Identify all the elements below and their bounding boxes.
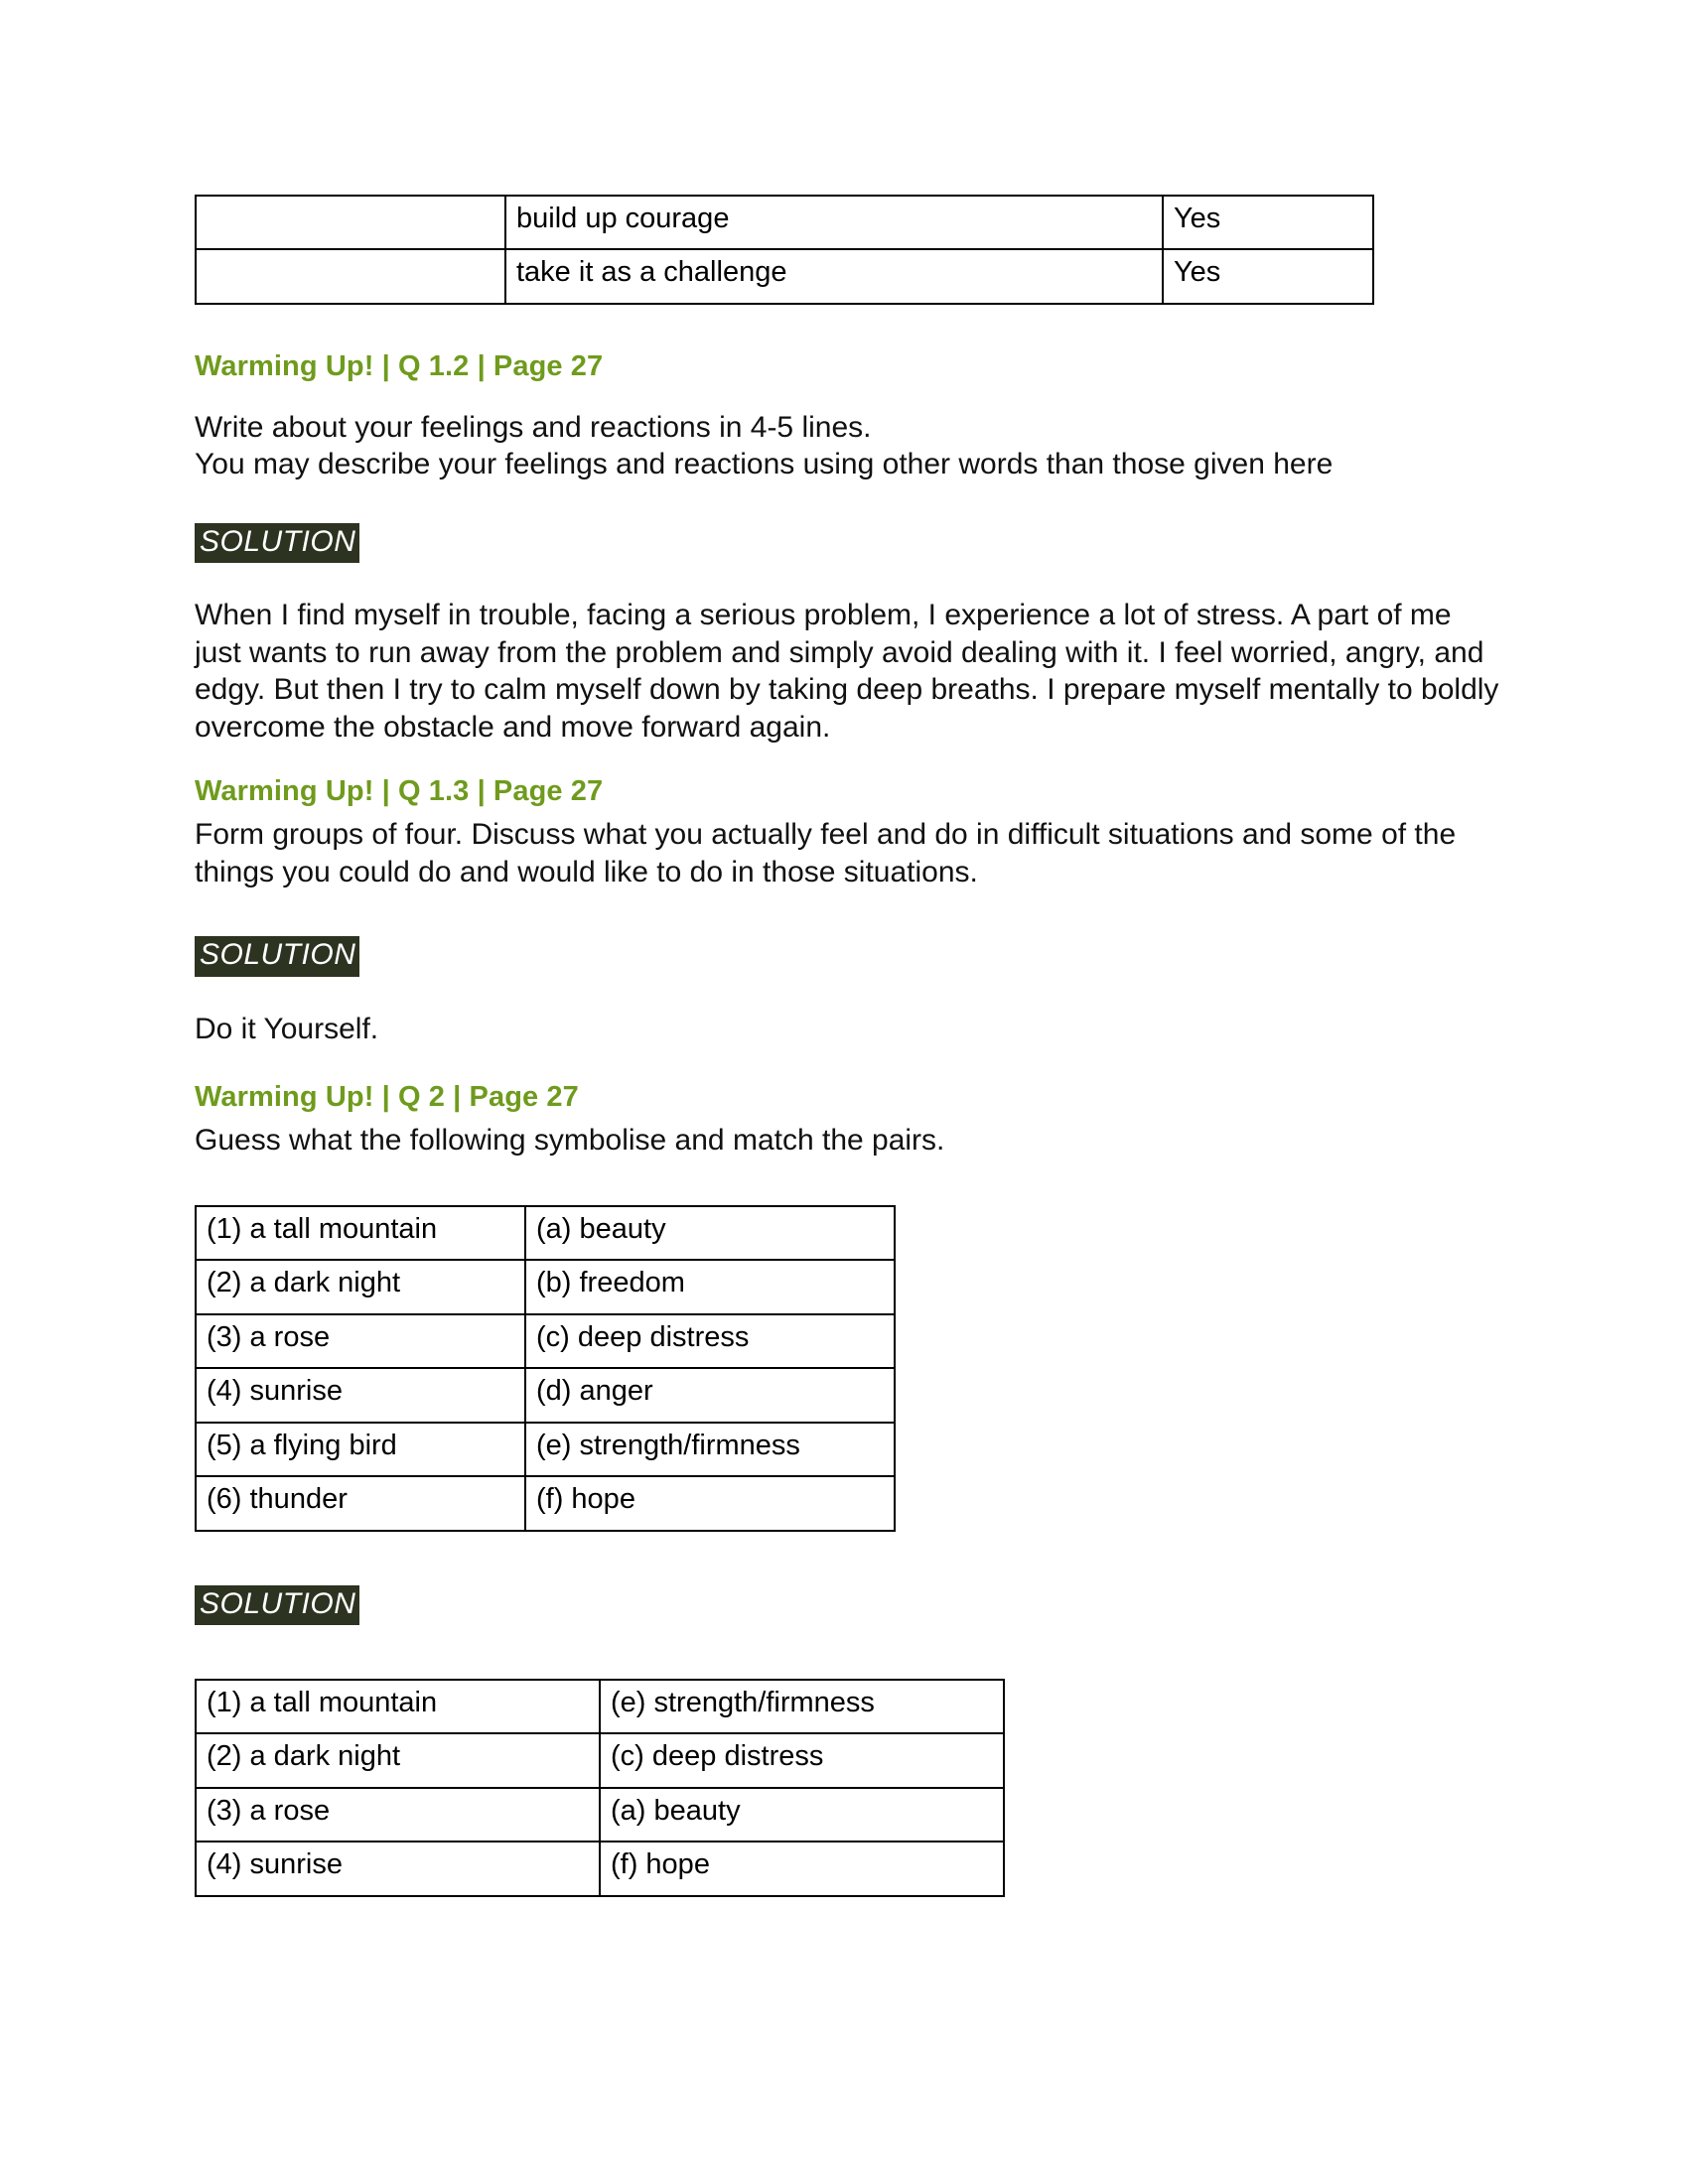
answer-right-cell: (e) strength/firmness	[600, 1680, 1004, 1733]
solution-text: Do it Yourself.	[195, 1012, 379, 1045]
table-cell-answer: Yes	[1163, 196, 1373, 249]
answer-right-cell: (a) beauty	[600, 1788, 1004, 1842]
match-left-cell: (1) a tall mountain	[196, 1206, 525, 1260]
table-row	[196, 1788, 1004, 1842]
answer-left-cell: (4) sunrise	[196, 1842, 600, 1895]
symbols-match-table	[195, 1205, 896, 1532]
table-row	[196, 1680, 1004, 1733]
question-heading-q2: Warming Up! | Q 2 | Page 27	[195, 1081, 579, 1114]
question-heading-q1-2: Warming Up! | Q 1.2 | Page 27	[195, 349, 604, 382]
match-left-cell: (4) sunrise	[196, 1368, 525, 1422]
spacer	[195, 483, 1505, 523]
spacer	[195, 808, 1505, 816]
spacer	[195, 1047, 1505, 1081]
spacer	[195, 1114, 1505, 1122]
table-row	[196, 1423, 895, 1476]
answer-left-cell: (1) a tall mountain	[196, 1680, 600, 1733]
match-left-cell: (5) a flying bird	[196, 1423, 525, 1476]
match-right-cell: (a) beauty	[525, 1206, 895, 1260]
table-row	[196, 1260, 895, 1313]
spacer	[195, 1625, 1505, 1679]
reactions-yes-table	[195, 195, 1374, 305]
spacer	[195, 1160, 1505, 1205]
symbols-answer-table	[195, 1679, 1005, 1897]
solution-text: When I find myself in trouble, facing a serious problem, I experience a lot of stress. A part of me just wants to run away from the problem and simply avoid dealing with it. I feel worried, angry, and edgy. But then I try to calm myself down by taking deep breaths. I prepare myself mentally to boldly overcome the obstacle and move forward again.	[195, 599, 1499, 744]
question-text-line: You may describe your feelings and reactions using other words than those given here	[195, 448, 1334, 481]
table-row	[196, 1314, 895, 1368]
spacer	[195, 1532, 1505, 1585]
spacer	[195, 383, 1505, 409]
match-left-cell: (6) thunder	[196, 1476, 525, 1530]
match-right-cell: (c) deep distress	[525, 1314, 895, 1368]
spacer	[195, 977, 1505, 1011]
table-row	[196, 196, 1373, 249]
solution-block	[195, 523, 1505, 563]
match-right-cell: (b) freedom	[525, 1260, 895, 1313]
table-row	[196, 1842, 1004, 1895]
table-row	[196, 249, 1373, 303]
question-heading-q1-3: Warming Up! | Q 1.3 | Page 27	[195, 775, 604, 808]
match-left-cell: (2) a dark night	[196, 1260, 525, 1313]
solution-label: SOLUTION	[195, 1585, 359, 1625]
solution-block	[195, 936, 1505, 976]
answer-right-cell: (f) hope	[600, 1842, 1004, 1895]
table-row	[196, 1476, 895, 1530]
table-cell-answer: Yes	[1163, 249, 1373, 303]
match-right-cell: (f) hope	[525, 1476, 895, 1530]
table-row	[196, 1368, 895, 1422]
table-cell-action: take it as a challenge	[505, 249, 1163, 303]
table-row	[196, 1206, 895, 1260]
question-text-line: Write about your feelings and reactions in 4-5 lines.	[195, 410, 872, 444]
spacer	[195, 890, 1505, 936]
solution-label: SOLUTION	[195, 523, 359, 563]
answer-right-cell: (c) deep distress	[600, 1733, 1004, 1787]
match-right-cell: (e) strength/firmness	[525, 1423, 895, 1476]
spacer	[195, 563, 1505, 597]
solution-label: SOLUTION	[195, 936, 359, 976]
document-content	[195, 195, 1505, 1897]
question-text-line: Form groups of four. Discuss what you actually feel and do in difficult situations and some of the things you could do and would like to do in those situations.	[195, 818, 1457, 888]
spacer	[195, 305, 1505, 350]
answer-left-cell: (2) a dark night	[196, 1733, 600, 1787]
match-right-cell: (d) anger	[525, 1368, 895, 1422]
answer-left-cell: (3) a rose	[196, 1788, 600, 1842]
table-row	[196, 1733, 1004, 1787]
match-left-cell: (3) a rose	[196, 1314, 525, 1368]
table-cell-blank	[196, 249, 505, 303]
table-cell-blank	[196, 196, 505, 249]
spacer	[195, 746, 1505, 775]
question-text-line: Guess what the following symbolise and match the pairs.	[195, 1124, 945, 1158]
solution-block	[195, 1585, 1505, 1625]
table-cell-action: build up courage	[505, 196, 1163, 249]
